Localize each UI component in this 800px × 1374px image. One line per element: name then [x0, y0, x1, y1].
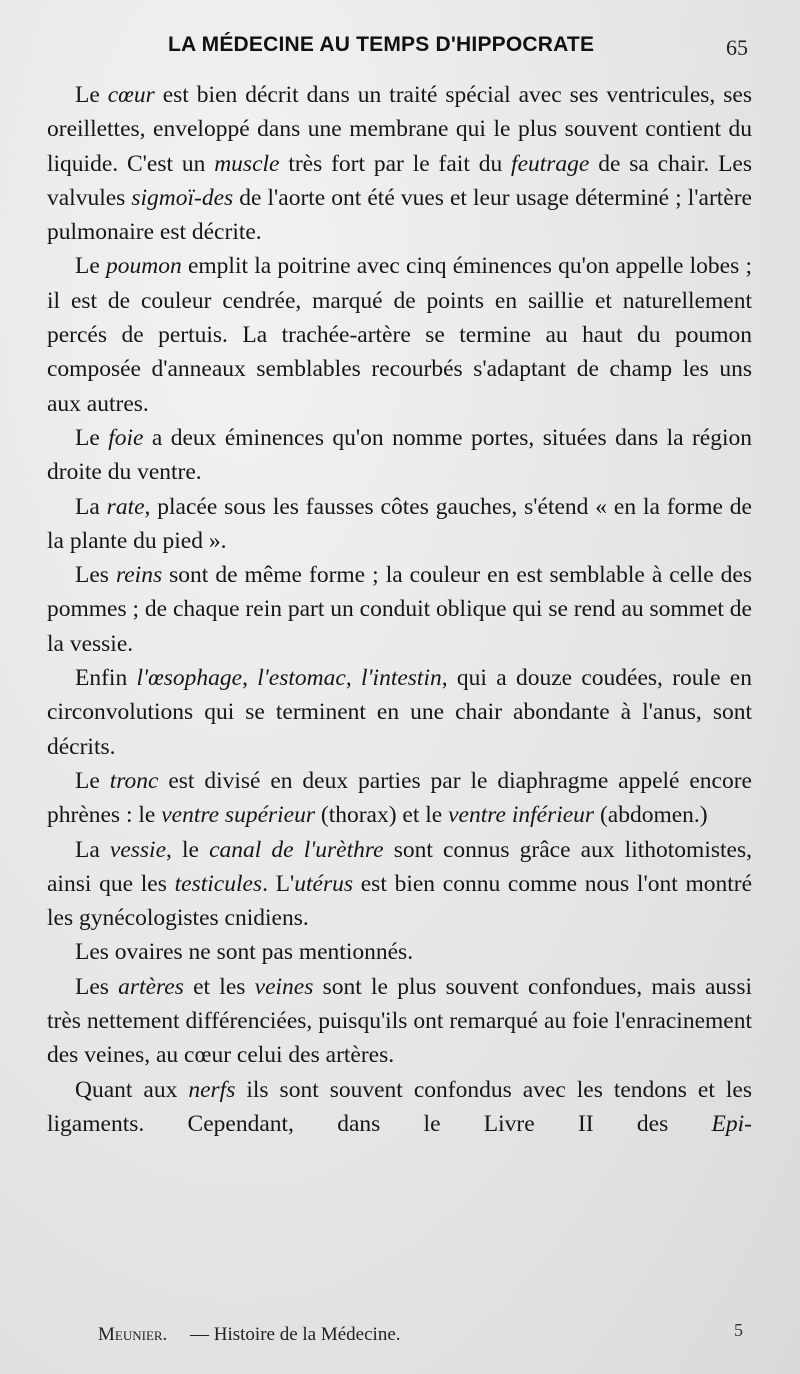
text-run: Le [75, 82, 108, 108]
text-run: Enfin [75, 665, 137, 692]
text-run: Le [75, 253, 107, 280]
text-run: sont le plus souvent confondues, mais aussi très nettement différenciées, puisqu'ils ont remarqué au foie l'enracinement des veines, au cœur celui des artères. [47, 973, 752, 1069]
italic-term: foie [108, 424, 144, 451]
text-run: sont connus grâce aux lithotomistes, ainsi que les [47, 836, 752, 897]
body-text [47, 78, 752, 1141]
text-run: , le [166, 836, 210, 863]
page-number: 65 [726, 35, 748, 60]
italic-term: cœur [107, 82, 155, 108]
italic-term: l'intestin [360, 665, 442, 692]
text-run: , [242, 665, 258, 692]
text-run: La [75, 493, 107, 520]
body-paragraph [47, 764, 752, 833]
page-footer [0, 1320, 800, 1350]
italic-term: tronc [109, 767, 159, 794]
body-paragraph [47, 833, 752, 936]
text-run: a deux éminences qu'on nomme portes, situées dans la région droite du ventre. [47, 424, 753, 486]
italic-term: l'estomac [257, 665, 346, 692]
text-run: . L' [262, 870, 295, 897]
text-run: , [345, 665, 361, 692]
body-paragraph [47, 970, 752, 1073]
italic-term: nerfs [188, 1076, 236, 1103]
italic-term: muscle [214, 150, 280, 177]
italic-term: utérus [294, 870, 354, 897]
italic-term: reins [115, 562, 163, 589]
text-run: ils sont souvent confondus avec les tendons et les ligaments. Cependant, dans le Livre II des [47, 1076, 752, 1137]
text-run: emplit la poitrine avec cinq éminences qu'on appelle lobes ; il est de couleur cendrée, marqué de points en saillie et naturellement percés de pertuis. La trachée-artère se termine au haut du poumon composée d'anneaux semblables recourbés s'adaptant de champ les uns aux autres. [47, 253, 752, 417]
italic-term: poumon [106, 253, 182, 280]
italic-term: artères [118, 973, 184, 1000]
text-run: de l'aorte ont été vues et leur usage déterminé ; l'artère pulmonaire est décrite. [47, 184, 752, 246]
body-paragraph [47, 935, 752, 969]
text-run: Les [75, 973, 119, 1000]
text-run: est bien connu comme nous l'ont montré les gynécologistes cnidiens. [47, 870, 753, 932]
body-paragraph [47, 490, 752, 559]
text-run: sont de même forme ; la couleur en est semblable à celle des pommes ; de chaque rein part un conduit oblique qui se rend au sommet de la vessie. [47, 562, 752, 657]
italic-term: ventre supérieur [161, 802, 315, 829]
body-paragraph [47, 661, 752, 764]
page-header [0, 33, 800, 65]
italic-term: canal de l'urèthre [209, 836, 384, 863]
text-run: , qui a douze coudées, roule en circonvolutions qui se terminent en une chair abondante à l'anus, sont décrits. [47, 665, 752, 760]
text-run: (thorax) et le [315, 802, 449, 829]
italic-term: Epi- [711, 1110, 752, 1137]
body-paragraph [47, 249, 752, 420]
italic-term: vessie [109, 836, 167, 863]
italic-term: l'œsophage [136, 665, 243, 692]
text-run: très fort par le fait du [279, 150, 512, 177]
text-run: , placée sous les fausses côtes gauches, s'étend « en la forme de la plante du pied ». [47, 493, 752, 554]
italic-term: rate [106, 493, 145, 520]
text-run: (abdomen.) [594, 802, 708, 829]
text-run: de sa chair. Les valvules [47, 150, 752, 211]
footer-author: Meunier. [98, 1324, 168, 1345]
text-run: et les [183, 973, 255, 1000]
body-paragraph [47, 78, 752, 249]
italic-term: veines [254, 973, 314, 1000]
italic-term: feutrage [511, 150, 590, 177]
signature-mark: 5 [734, 1320, 743, 1340]
text-run: est divisé en deux parties par le diaphragme appelé encore phrènes : le [47, 767, 752, 829]
text-run: Les ovaires ne sont pas mentionnés. [75, 939, 414, 966]
body-paragraph [47, 421, 752, 490]
text-run: La [75, 836, 110, 863]
text-run: Quant aux [75, 1076, 189, 1103]
text-run: est bien décrit dans un traité spécial avec ses ventricules, ses oreillettes, enveloppé dans une membrane qui le plus souvent contient du liquide. C'est un [47, 82, 752, 177]
running-head: LA MÉDECINE AU TEMPS D'HIPPOCRATE [168, 33, 595, 56]
italic-term: ventre inférieur [448, 802, 595, 829]
body-paragraph [47, 1073, 752, 1142]
italic-term: testicules [174, 870, 263, 897]
body-paragraph [47, 558, 752, 661]
italic-term: sigmoï-des [131, 184, 234, 211]
footer-book-title: — Histoire de la Médecine. [190, 1324, 401, 1345]
text-run: Les [75, 562, 116, 589]
text-run: Le [75, 424, 109, 451]
text-run: Le [75, 767, 110, 794]
